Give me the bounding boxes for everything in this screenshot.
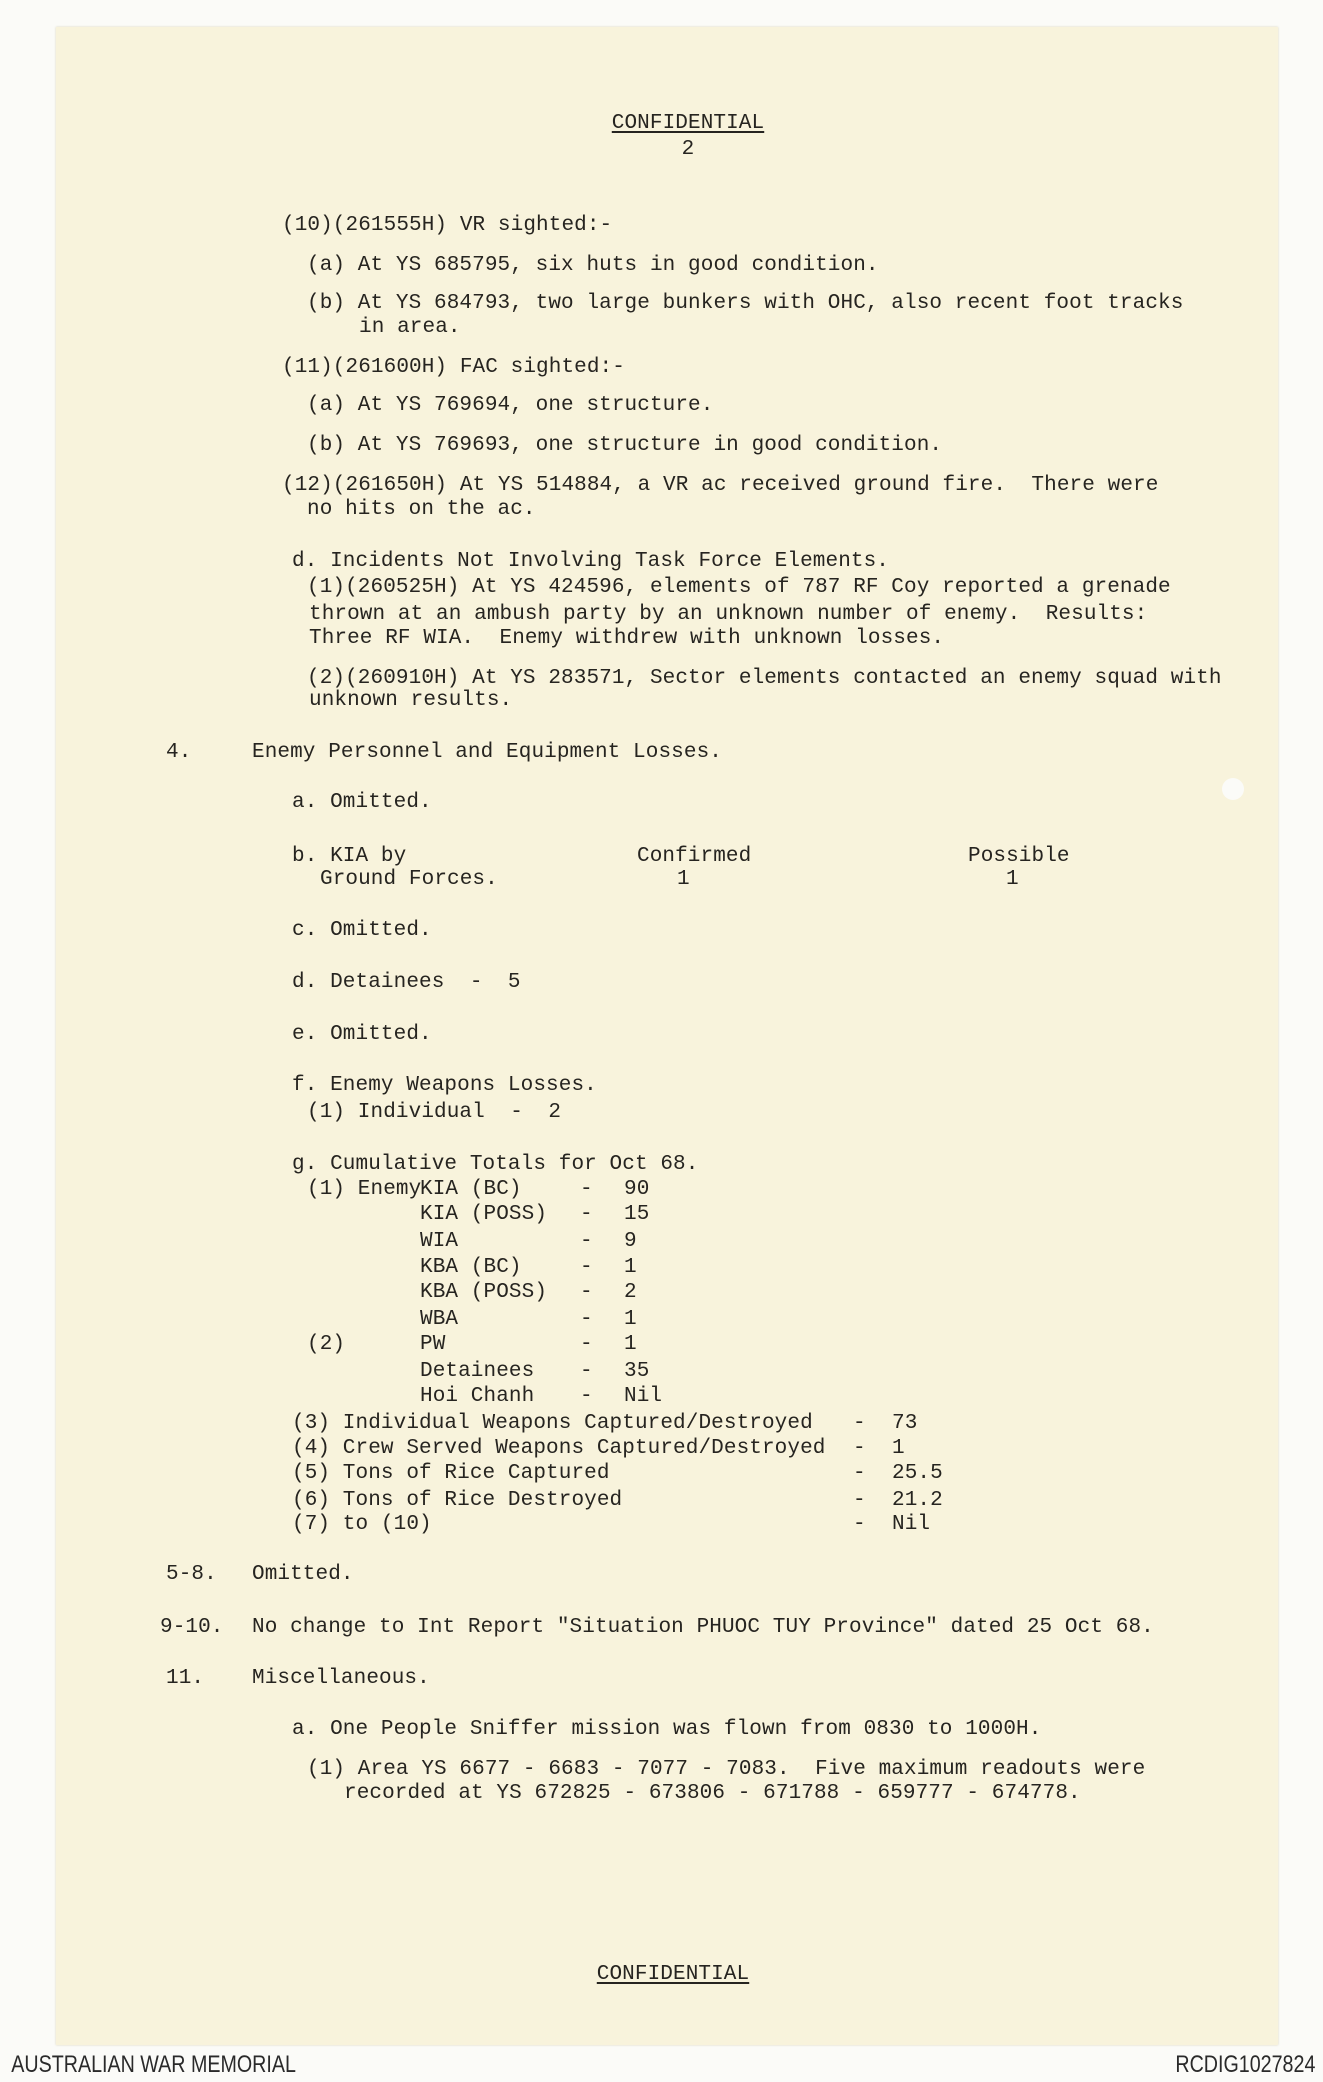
cumulative-row-value: 25.5: [892, 1462, 943, 1485]
punch-hole: [1222, 778, 1244, 800]
cumulative-row-label: WIA: [420, 1230, 459, 1253]
section-5-8-text: Omitted.: [252, 1563, 354, 1586]
cumulative-row-label: Hoi Chanh: [420, 1385, 535, 1408]
incident-2: (2)(260910H) At YS 283571, Sector elements contacted an enemy squad with: [307, 667, 1222, 690]
cumulative-row-dash: -: [853, 1412, 866, 1435]
fac-item-11a: (a) At YS 769694, one structure.: [307, 394, 714, 417]
section-11a: a. One People Sniffer mission was flown from 0830 to 1000H.: [292, 1718, 1042, 1741]
cumulative-row-dash: -: [580, 1360, 593, 1383]
cumulative-row-dash: -: [580, 1178, 593, 1201]
item-12-cont: no hits on the ac.: [307, 498, 536, 521]
losses-c: c. Omitted.: [292, 919, 432, 942]
cumulative-row-value: 1: [624, 1308, 637, 1331]
possible-value: 1: [1006, 868, 1019, 891]
cumulative-row-label: (6) Tons of Rice Destroyed: [292, 1489, 623, 1512]
cumulative-row-label: KBA (POSS): [420, 1281, 548, 1304]
section-4-title: Enemy Personnel and Equipment Losses.: [252, 741, 722, 764]
cumulative-row-dash: -: [853, 1437, 866, 1460]
fac-item-11b: (b) At YS 769693, one structure in good condition.: [307, 434, 943, 457]
cumulative-row-value: Nil: [892, 1513, 931, 1536]
document-page: [56, 27, 1278, 2045]
cumulative-row-dash: -: [580, 1385, 593, 1408]
possible-header: Possible: [968, 845, 1070, 868]
section-11a1: (1) Area YS 6677 - 6683 - 7077 - 7083. Five maximum readouts were: [307, 1758, 1146, 1781]
cumulative-row-dash: -: [580, 1230, 593, 1253]
cumulative-row-dash: -: [580, 1256, 593, 1279]
section-4-number: 4.: [166, 741, 192, 764]
section-9-10-text: No change to Int Report "Situation PHUOC TUY Province" dated 25 Oct 68.: [252, 1616, 1154, 1639]
cumulative-row-number: (1) Enemy: [307, 1178, 422, 1201]
cumulative-row-label: (3) Individual Weapons Captured/Destroyed: [292, 1412, 813, 1435]
cumulative-row-label: KBA (BC): [420, 1256, 522, 1279]
losses-f1: (1) Individual - 2: [307, 1101, 562, 1124]
footer-classification: CONFIDENTIAL: [596, 1963, 750, 1986]
archive-name: AUSTRALIAN WAR MEMORIAL: [11, 2051, 296, 2078]
cumulative-row-number: (2): [307, 1333, 346, 1356]
losses-b: b. KIA by: [292, 845, 407, 868]
cumulative-row-label: WBA: [420, 1308, 459, 1331]
cumulative-row-value: 90: [624, 1178, 650, 1201]
vr-item-10b-cont: in area.: [359, 316, 461, 339]
vr-item-10: (10)(261555H) VR sighted:-: [282, 214, 613, 237]
cumulative-row-value: 1: [624, 1256, 637, 1279]
vr-item-10a: (a) At YS 685795, six huts in good condition.: [307, 254, 879, 277]
cumulative-row-dash: -: [580, 1333, 593, 1356]
cumulative-row-label: (4) Crew Served Weapons Captured/Destroyed: [292, 1437, 826, 1460]
cumulative-row-value: 9: [624, 1230, 637, 1253]
incident-1: (1)(260525H) At YS 424596, elements of 787 RF Coy reported a grenade: [307, 576, 1171, 599]
cumulative-row-value: 35: [624, 1360, 650, 1383]
confirmed-header: Confirmed: [637, 845, 752, 868]
cumulative-row-value: 2: [624, 1281, 637, 1304]
item-12: (12)(261650H) At YS 514884, a VR ac received ground fire. There were: [282, 474, 1159, 497]
cumulative-row-dash: -: [580, 1281, 593, 1304]
losses-e: e. Omitted.: [292, 1023, 432, 1046]
archive-id: RCDIG1027824: [1175, 2051, 1316, 2078]
cumulative-row-dash: -: [853, 1513, 866, 1536]
cumulative-row-label: PW: [420, 1333, 446, 1356]
cumulative-row-label: KIA (BC): [420, 1178, 522, 1201]
cumulative-row-label: (7) to (10): [292, 1513, 432, 1536]
cumulative-row-dash: -: [853, 1489, 866, 1512]
cumulative-heading: g. Cumulative Totals for Oct 68.: [292, 1153, 699, 1176]
losses-d: d. Detainees - 5: [292, 971, 521, 994]
incident-2-cont: unknown results.: [309, 689, 513, 712]
section-11a1-cont: recorded at YS 672825 - 673806 - 671788 - 659777 - 674778.: [344, 1782, 1081, 1805]
page-number: 2: [681, 138, 695, 161]
section-11-title: Miscellaneous.: [252, 1667, 430, 1690]
cumulative-row-label: KIA (POSS): [420, 1203, 548, 1226]
vr-item-10b: (b) At YS 684793, two large bunkers with OHC, also recent foot tracks: [307, 292, 1184, 315]
cumulative-row-value: 1: [624, 1333, 637, 1356]
incident-1-cont: thrown at an ambush party by an unknown number of enemy. Results:: [309, 603, 1148, 626]
losses-a: a. Omitted.: [292, 791, 432, 814]
confirmed-value: 1: [677, 868, 690, 891]
cumulative-row-label: Detainees: [420, 1360, 535, 1383]
losses-b-cont: Ground Forces.: [320, 868, 498, 891]
cumulative-row-label: (5) Tons of Rice Captured: [292, 1462, 610, 1485]
incidents-heading: d. Incidents Not Involving Task Force Elements.: [292, 550, 889, 573]
section-5-8-number: 5-8.: [166, 1563, 217, 1586]
cumulative-row-dash: -: [853, 1462, 866, 1485]
section-11-number: 11.: [166, 1667, 205, 1690]
fac-item-11: (11)(261600H) FAC sighted:-: [282, 356, 625, 379]
cumulative-row-value: 15: [624, 1203, 650, 1226]
incident-1-cont2: Three RF WIA. Enemy withdrew with unknown losses.: [309, 627, 945, 650]
losses-f: f. Enemy Weapons Losses.: [292, 1074, 597, 1097]
cumulative-row-dash: -: [580, 1203, 593, 1226]
cumulative-row-value: 21.2: [892, 1489, 943, 1512]
cumulative-row-value: 73: [892, 1412, 918, 1435]
cumulative-row-dash: -: [580, 1308, 593, 1331]
cumulative-row-value: 1: [892, 1437, 905, 1460]
section-9-10-number: 9-10.: [160, 1616, 224, 1639]
header-classification: CONFIDENTIAL: [611, 112, 765, 135]
cumulative-row-value: Nil: [624, 1385, 663, 1408]
